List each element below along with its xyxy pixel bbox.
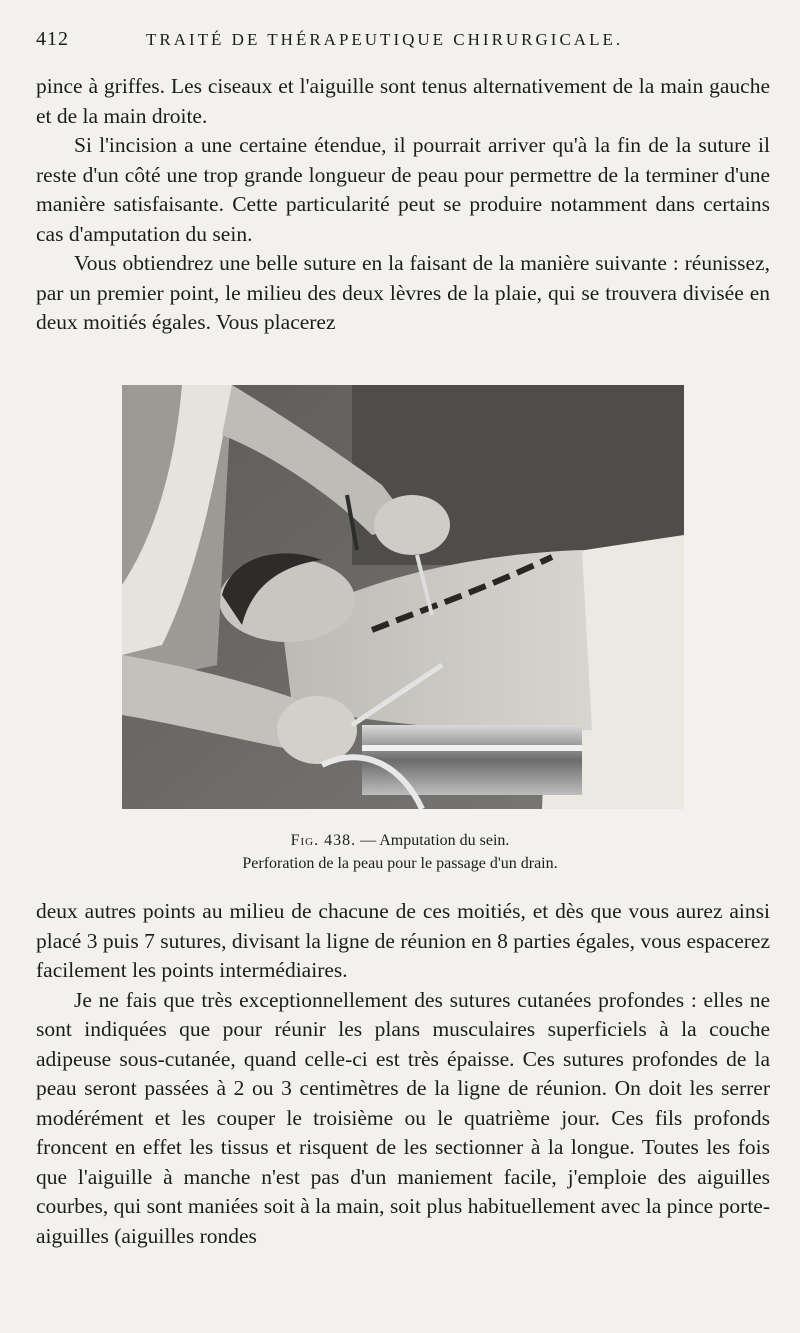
figure-label: Fig. 438. <box>290 832 357 849</box>
figure-photograph <box>122 385 684 809</box>
paragraph: Vous obtiendrez une belle suture en la faisant de la manière suivante : réunissez, par un premier point, le milieu des deux lèvres de la plaie, qui se trouvera divisée en deux moitiés égales. Vous placerez <box>36 251 770 334</box>
running-head: TRAITÉ DE THÉRAPEUTIQUE CHIRURGICALE. <box>146 30 624 49</box>
page-number: 412 <box>36 28 69 50</box>
figure-caption <box>0 830 800 852</box>
paragraph: deux autres points au milieu de chacune de ces moitiés, et dès que vous aurez ainsi placé 3 puis 7 sutures, divisant la ligne de réunion en 8 parties égales, vous espacerez facilement les points intermédiaires. <box>36 899 770 982</box>
surgery-photo <box>122 385 684 809</box>
body-text-top <box>36 72 770 338</box>
figure-title: — Amputation du sein. <box>356 832 510 849</box>
paragraph: pince à griffes. Les ciseaux et l'aiguille sont tenus alternativement de la main gauche et de la main droite. <box>36 74 770 128</box>
page-header <box>36 28 770 54</box>
body-text-bottom <box>36 897 770 1251</box>
paragraph: Si l'incision a une certaine étendue, il pourrait arriver qu'à la fin de la suture il reste d'un côté une trop grande longueur de peau pour permettre de la terminer d'une manière satisfaisante. Cette particularité peut se produire notamment dans certains cas d'amputation du sein. <box>36 133 770 246</box>
paragraph: Je ne fais que très exceptionnellement des sutures cutanées profondes : elles ne sont indiquées que pour réunir les plans musculaires superficiels à la couche adipeuse sous-cutanée, quand celle-ci est très épaisse. Ces sutures profondes de la peau seront passées à 2 ou 3 centimètres de la ligne de réunion. On doit les serrer modérément et les couper le troisième ou le quatrième jour. Ces fils profonds froncent en effet les tissus et risquent de les sectionner à la longue. Toutes les fois que l'aiguille à manche n'est pas d'un maniement facile, j'emploie des aiguilles courbes, qui sont maniées soit à la main, soit plus habituellement avec la pince porte-aiguilles (aiguilles rondes <box>36 987 770 1248</box>
figure-subcaption: Perforation de la peau pour le passage d'un drain. <box>242 855 558 872</box>
